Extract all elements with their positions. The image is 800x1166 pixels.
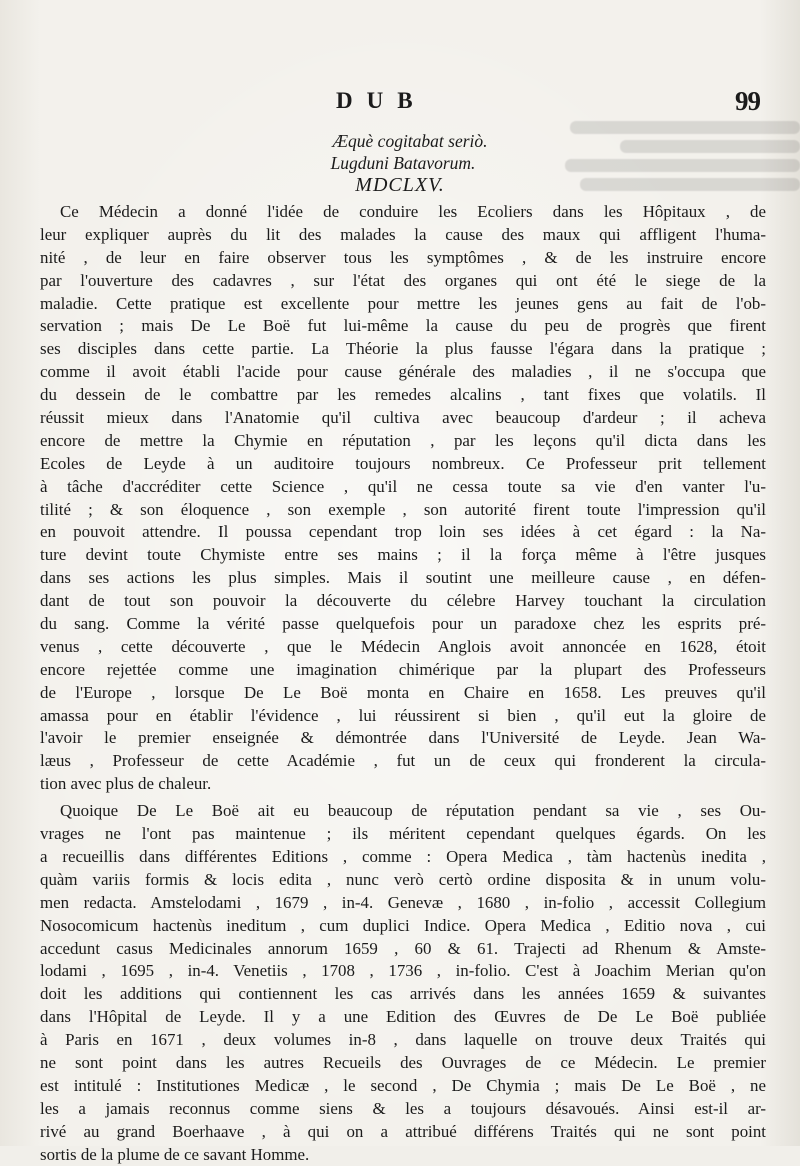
text-line: Nosocomicum hactenùs ineditum , cum duplici Indice. Opera Medica , Editio nova , cui	[40, 915, 766, 935]
text-line: dant de tout son pouvoir la découverte du célebre Harvey touchant la circulation	[40, 591, 766, 611]
text-line: dans ses actions les plus simples. Mais il soutint une meilleure cause , en défen-	[40, 568, 766, 588]
text-line: comme il avoit établi l'acide pour cause générale des maladies , il ne s'occupa que	[40, 362, 766, 382]
page-number: 99	[735, 86, 760, 116]
text-line: de l'Europe , lorsque De Le Boë monta en Chaire en 1658. Les preuves qu'il	[40, 682, 766, 702]
book-colophon	[0, 130, 800, 196]
colophon-year: MDCLXV.	[355, 174, 445, 196]
text-line: ture devint toute Chymiste entre ses mains ; il la força même à l'être jusques	[40, 545, 766, 565]
text-line: lodami , 1695 , in-4. Venetiis , 1708 , 1736 , in-folio. C'est à Joachim Merian qu'on	[40, 961, 766, 981]
text-line: ses disciples dans cette partie. La Théorie la plus fausse l'égara dans la pratique ;	[40, 339, 766, 359]
text-line: à Paris en 1671 , deux volumes in-8 , dans laquelle on trouve deux Traités qui	[40, 1030, 766, 1050]
text-line: Quoique De Le Boë ait eu beaucoup de réputation pendant sa vie , ses Ou-	[60, 801, 766, 821]
text-line: Ce Médecin a donné l'idée de conduire les Ecoliers dans les Hôpitaux , de	[60, 202, 766, 221]
text-line: sortis de la plume de ce savant Homme.	[40, 1144, 310, 1164]
text-line: leur expliquer auprès du lit des malades la cause des maux qui affligent l'huma-	[40, 224, 766, 244]
text-line: du sang. Comme la vérité passe quelquefois pour un paradoxe chez les esprits pré-	[40, 614, 766, 634]
text-line: encore rejettée comme une imagination chimérique par la plupart des Professeurs	[40, 659, 766, 679]
text-line: a recueillis dans différentes Editions , comme : Opera Medica , tàm hactenùs inedita ,	[40, 846, 766, 866]
paragraph-2	[40, 800, 766, 1166]
text-line: par l'ouverture des cadavres , sur l'état des organes qui ont été le siege de la	[40, 270, 766, 290]
text-line: accedunt casus Medicinales annorum 1659 , 60 & 61. Trajecti ad Rhenum & Amste-	[40, 938, 766, 958]
text-line: tion avec plus de chaleur.	[40, 774, 212, 794]
text-line: venus , cette découverte , que le Médecin Anglois avoit annoncée en 1628, étoit	[40, 636, 766, 656]
text-line: vrages ne l'ont pas maintenue ; ils méritent cependant quelques égards. On les	[40, 824, 766, 844]
text-line: amassa pour en établir l'évidence , lui réussirent si bien , qu'il eut la gloire de	[40, 705, 766, 725]
text-line: doit les additions qui contiennent les cas arrivés dans les années 1659 & suivantes	[40, 984, 766, 1004]
text-line: les a jamais reconnus comme siens & les a toujours désavoués. Ainsi est-il ar-	[40, 1098, 766, 1118]
text-line: men redacta. Amstelodami , 1679 , in-4. Genevæ , 1680 , in-folio , accessit Collegium	[40, 892, 766, 912]
text-line: encore de mettre la Chymie en réputation , par les leçons qu'il dicta dans les	[40, 430, 766, 450]
text-line: ne sont point dans les autres Recueils des Ouvrages de ce Médecin. Le premier	[40, 1052, 766, 1072]
paragraph-1	[40, 201, 766, 796]
text-line: l'avoir le premier enseignée & démontrée dans l'Université de Leyde. Jean Wa-	[40, 728, 766, 748]
text-line: nité , de leur en faire observer tous les symptômes , & de les instruire encore	[40, 247, 766, 267]
text-line: réussit mieux dans l'Anatomie qu'il cultiva avec beaucoup d'ardeur ; il acheva	[40, 408, 766, 428]
text-line: en pouvoit attendre. Il poussa cependant trop loin ses idées à cet égard : la Na-	[40, 522, 766, 542]
text-line: servation ; mais De Le Boë fut lui-même la cause du peu de progrès que firent	[40, 316, 766, 336]
colophon-place: Lugduni Batavorum.	[330, 153, 476, 173]
body-text	[40, 201, 766, 1166]
page-header	[0, 88, 800, 124]
text-line: tilité ; & son éloquence , son exemple , son autorité firent toute l'impression qu'il	[40, 499, 766, 519]
colophon-motto: Æquè cogitabat seriò.	[332, 131, 488, 151]
text-line: rivé au grand Boerhaave , à qui on a attribué différens Traités qui ne sont point	[40, 1121, 766, 1141]
text-line: quàm variis formis & locis edita , nunc verò certò ordine disposita & in unum volu-	[40, 869, 766, 889]
text-line: est intitulé : Institutiones Medicæ , le second , De Chymia ; mais De Le Boë , ne	[40, 1075, 766, 1095]
text-line: à tâche d'accréditer cette Science , qu'il ne cessa toute sa vie d'en vanter l'u-	[40, 476, 766, 496]
text-line: du dessein de le combattre par les remedes alcalins , tant fixes que volatils. Il	[40, 385, 766, 405]
text-line: dans l'Hôpital de Leyde. Il y a une Edition des Œuvres de De Le Boë publiée	[40, 1007, 766, 1027]
running-head: DUB	[336, 88, 427, 113]
text-line: læus , Professeur de cette Académie , fut un de ceux qui fronderent la circula-	[40, 751, 766, 771]
text-line: maladie. Cette pratique est excellente pour mettre les jeunes gens au fait de l'ob-	[40, 293, 766, 313]
text-line: Ecoles de Leyde à un auditoire toujours nombreux. Ce Professeur prit tellement	[40, 453, 766, 473]
